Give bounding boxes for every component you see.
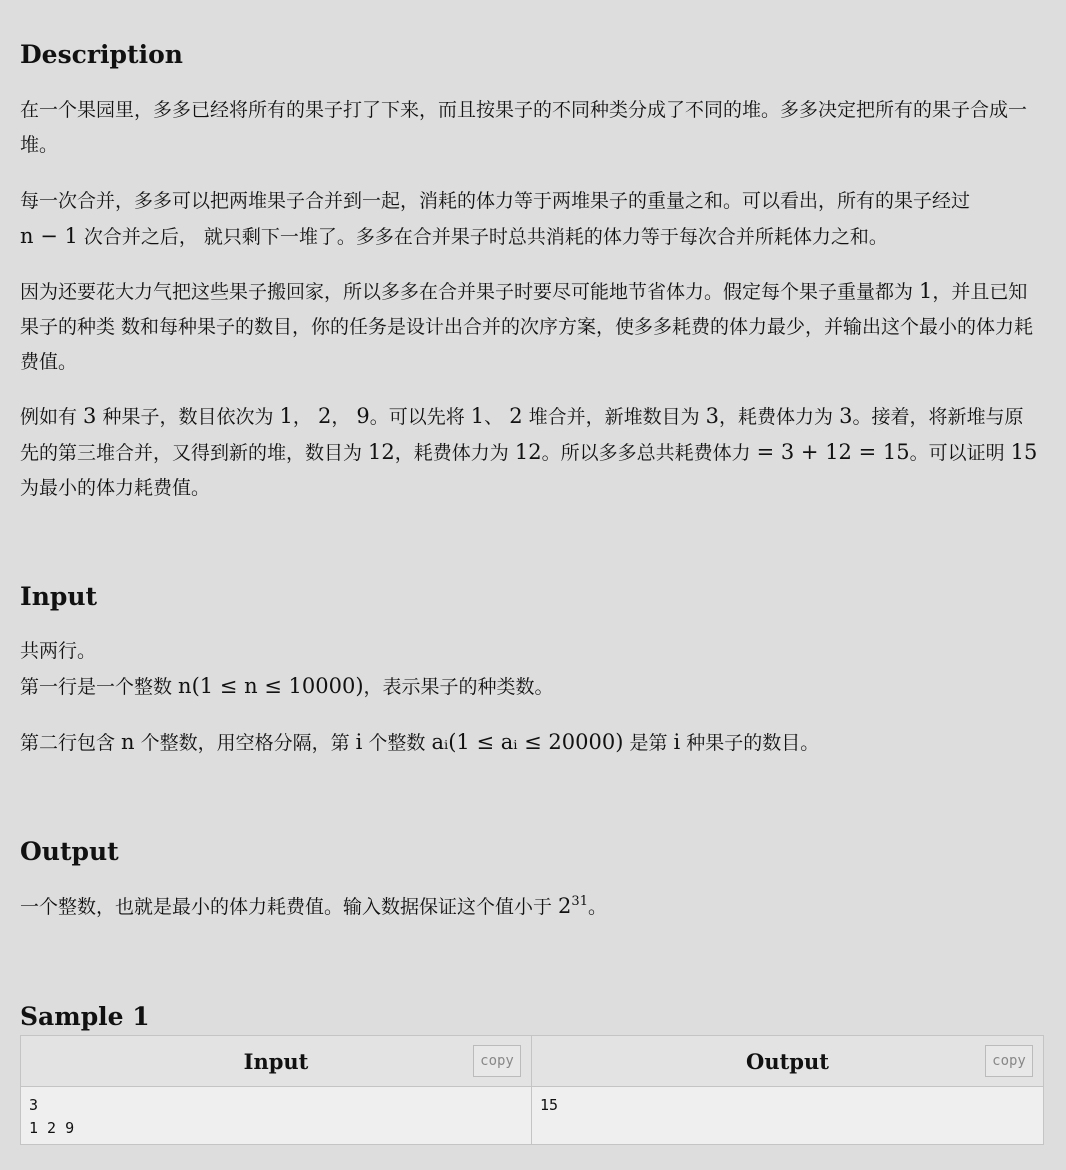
text: 。接着，将新堆与原先的第三堆合并，又得到新的堆，数目为 <box>20 406 1024 464</box>
text: 每一次合并，多多可以把两堆果子合并到一起，消耗的体力等于两堆果子的重量之和。可以看出，所有的果子经过 <box>20 190 971 212</box>
math-expression: 1 <box>919 279 933 303</box>
math-expression: 9 <box>356 404 370 428</box>
math-expression: 15 <box>1010 440 1038 464</box>
math-expression: 1 <box>470 404 485 428</box>
output-title: Output <box>20 837 119 866</box>
math-expression: 2 <box>509 404 523 428</box>
output-paragraph-1 <box>20 889 1042 925</box>
text: ， <box>292 406 318 428</box>
text: 次合并之后， 就只剩下一堆了。多多在合并果子时总共消耗的体力等于每次合并所耗体力之和。 <box>77 226 888 248</box>
text: 个整数，用空格分隔，第 <box>134 732 356 754</box>
math-expression: n(1 ≤ n ≤ 10000) <box>178 674 364 698</box>
text: 。所以多多总共耗费体力 <box>541 442 757 464</box>
description-paragraph-1: 在一个果园里，多多已经将所有的果子打了下来，而且按果子的不同种类分成了不同的堆。多多决定把所有的果子合成一堆。 <box>20 99 1028 156</box>
math-expression: 3 <box>705 404 720 428</box>
input-title: Input <box>20 582 98 611</box>
text: 种果子的数目。 <box>680 732 820 754</box>
math-expression: i <box>355 730 363 754</box>
input-paragraph-1 <box>20 634 1042 705</box>
sample-output-content: 15 <box>532 1087 1043 1144</box>
text: ， <box>331 406 357 428</box>
sample-output-header <box>532 1036 1043 1087</box>
sample-input-header <box>21 1036 532 1087</box>
description-paragraph-3 <box>20 274 1042 380</box>
text: 第一行是一个整数 <box>20 676 179 698</box>
text: 。可以先将 <box>369 406 471 428</box>
sample-table <box>20 1035 1044 1145</box>
math-expression: 1 <box>279 404 293 428</box>
copy-input-button[interactable]: copy <box>473 1045 521 1077</box>
sample-title: Sample 1 <box>20 1002 150 1031</box>
math-expression: 12 <box>368 440 395 464</box>
text: 例如有 <box>20 406 84 428</box>
math-expression: n − 1 <box>20 224 78 248</box>
text: 第二行包含 <box>20 732 122 754</box>
description-paragraph-2 <box>20 184 1042 255</box>
copy-output-button[interactable]: copy <box>985 1045 1033 1077</box>
power-exponent: 31 <box>571 894 588 909</box>
math-expression: = 3 + 12 = 15 <box>756 440 910 464</box>
description-paragraph-4 <box>20 399 1042 506</box>
math-expression: 3 <box>83 404 97 428</box>
math-expression <box>558 894 588 918</box>
text: 一个整数，也就是最小的体力耗费值。输入数据保证这个值小于 <box>20 896 559 918</box>
input-paragraph-2 <box>20 725 1042 761</box>
text: 、 <box>484 406 510 428</box>
math-expression: 12 <box>514 440 542 464</box>
text: ，耗费体力为 <box>719 406 840 428</box>
text: 共两行。 <box>20 640 97 662</box>
text: 。 <box>587 896 607 918</box>
text: 是第 <box>623 732 674 754</box>
text: ，表示果子的种类数。 <box>363 676 554 698</box>
text: ，耗费体力为 <box>394 442 515 464</box>
sample-input-content: 3 1 2 9 <box>21 1087 532 1144</box>
math-expression: aᵢ(1 ≤ aᵢ ≤ 20000) <box>431 730 624 754</box>
math-expression: 2 <box>317 404 332 428</box>
sample-input-header-label: Input <box>243 1048 309 1074</box>
math-expression: 3 <box>839 404 853 428</box>
sample-output-header-label: Output <box>746 1048 829 1074</box>
math-expression: n <box>121 730 135 754</box>
math-expression: i <box>673 730 681 754</box>
text: 种果子，数目依次为 <box>96 406 280 428</box>
text: 堆合并，新堆数目为 <box>522 406 706 428</box>
text: 因为还要花大力气把这些果子搬回家，所以多多在合并果子时要尽可能地节省体力。假定每个果子重量都为 <box>20 281 920 303</box>
text: 为最小的体力耗费值。 <box>20 477 211 499</box>
text: 。可以证明 <box>909 442 1011 464</box>
text: ，并且已知果子的种类 数和每种果子的数目，你的任务是设计出合并的次序方案，使多多耗费的体力最少，并输出这个最小的体力耗费值。 <box>20 281 1034 373</box>
power-base: 2 <box>558 894 572 918</box>
description-title: Description <box>20 40 183 69</box>
text: 个整数 <box>362 732 432 754</box>
